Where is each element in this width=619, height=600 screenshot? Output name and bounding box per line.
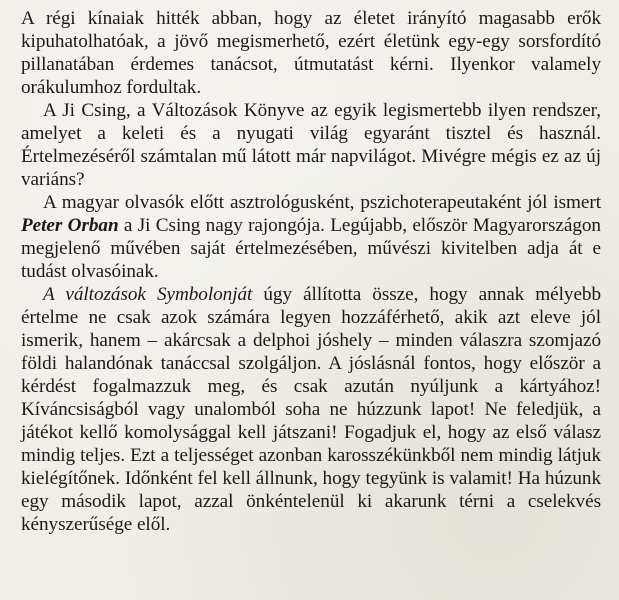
paragraph-symbolon-text: úgy állította össze, hogy annak mélyebb értelme ne csak azok számára legyen hozzáférhető, akik azt eleve jól ismerik, hanem – akárcsak a delphoi jóshely – minden válaszra szomjazó földi halandónak tanáccsal szolgáljon. A jóslásnál fontos, hogy először a kérdést fogalmazzuk meg, és csak azután nyúljunk a kártyához! Kíváncsiságból vagy unalomból soha ne húzzunk lapot! Ne feledjük, a játékot kellő komolysággal kell játszani! Fogadjuk el, hogy az első válasz mindig teljes. Ezt a teljességet azonban karosszékünkből nem mindig látjuk kielégítőnek. Időnként fel kell állnunk, hogy tegyünk is valamit! Ha húzunk egy második lapot, azzal önkéntelenül ki akarunk térni a cselekvés kényszerűsége elől. [21,284,601,535]
paragraph-author-before: A magyar olvasók előtt asztrológusként, pszichoterapeutaként jól ismert [43,192,601,213]
paragraph-ji-csing [21,99,601,191]
paragraph-intro [21,7,601,99]
paragraph-ji-csing-text: A Ji Csing, a Változások Könyve az egyik legismertebb ilyen rendszer, amelyet a keleti és a nyugati világ egyaránt tisztel és használ. Értelmezéséről számtalan mű látott már napvilágot. Mivégre mégis ez az új variáns? [21,100,601,190]
book-title: A változások Symbolonját [43,284,253,305]
paragraph-author [21,191,601,283]
author-name: Peter Orban [21,215,119,236]
paragraph-author-after: a Ji Csing nagy rajongója. Legújabb, először Magyarországon megjelenő művében saját értelmezésében, művészi kivitelben adja át e tudást olvasóinak. [21,215,601,282]
paragraph-symbolon [21,283,601,536]
paragraph-intro-text: A régi kínaiak hitték abban, hogy az életet irányító magasabb erők kipuhatolhatóak, a jövő megismerhető, ezért életünk egy-egy sorsfordító pillanatában érdemes tanácsot, útmutatást kérni. Ilyenkor valamely orákulumhoz fordultak. [21,8,601,98]
